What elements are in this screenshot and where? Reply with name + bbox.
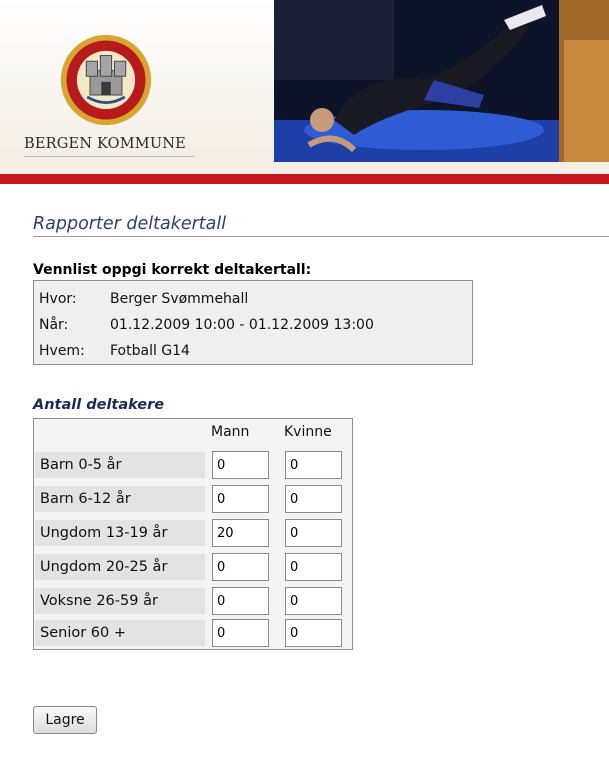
age-group-label: Barn 6-12 år [35,486,205,512]
female-count-input[interactable] [285,553,342,581]
info-heading: Vennlist oppgi korrekt deltakertall: [33,262,312,278]
age-group-label: Senior 60 + [35,620,205,646]
female-count-input[interactable] [285,451,342,479]
save-button[interactable]: Lagre [33,706,97,734]
info-label: Hvem: [39,343,85,359]
page-title: Rapporter deltakertall [33,214,227,234]
column-header-male: Mann [211,424,250,440]
info-value: Berger Svømmehall [110,291,249,307]
bergen-city-crest-icon [59,33,153,127]
male-count-input[interactable] [212,451,269,479]
column-header-female: Kvinne [284,424,332,440]
age-row [34,552,352,586]
age-group-label: Voksne 26-59 år [35,588,205,614]
info-row-where [34,286,472,312]
info-label: Hvor: [39,291,77,307]
info-row-who [34,338,472,364]
red-accent-bar [0,174,609,184]
age-group-label: Ungdom 20-25 år [35,554,205,580]
info-value: 01.12.2009 10:00 - 01.12.2009 13:00 [110,317,374,333]
male-count-input[interactable] [212,587,269,615]
info-label: Når: [39,317,69,333]
female-count-input[interactable] [285,619,342,647]
info-row-when [34,312,472,338]
age-row [34,618,352,652]
participants-table [33,418,353,650]
age-row [34,450,352,484]
female-count-input[interactable] [285,485,342,513]
title-divider [33,236,609,237]
event-info-box [33,280,473,365]
info-value: Fotball G14 [110,343,190,359]
age-row [34,484,352,518]
female-count-input[interactable] [285,519,342,547]
brand-underline [24,156,194,157]
participants-heading: Antall deltakere [33,397,165,413]
breakdancer-photo [274,0,609,162]
male-count-input[interactable] [212,519,269,547]
female-count-input[interactable] [285,587,342,615]
age-row [34,518,352,552]
age-group-label: Barn 0-5 år [35,452,205,478]
male-count-input[interactable] [212,485,269,513]
male-count-input[interactable] [212,553,269,581]
age-group-label: Ungdom 13-19 år [35,520,205,546]
page-header [0,0,609,174]
brand-name: BERGEN KOMMUNE [24,136,186,152]
male-count-input[interactable] [212,619,269,647]
age-row [34,586,352,620]
